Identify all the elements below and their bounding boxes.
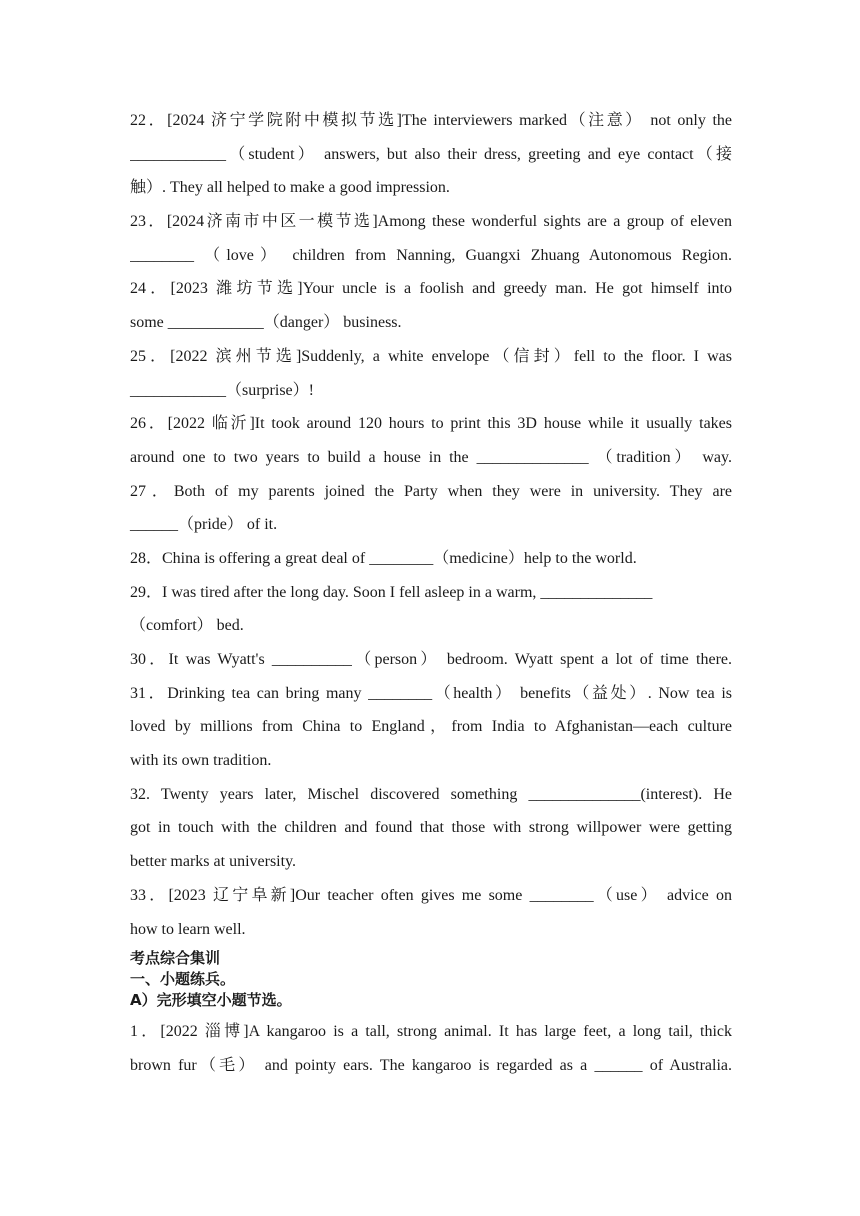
document-page [130,104,732,1083]
text-line: brown fur（毛） and pointy ears. The kangaroo is regarded as a ______ of Australia. [130,1056,732,1074]
text-line: 27．Both of my parents joined the Party when they were in university. They are [130,482,732,500]
text-line: with its own tradition. [130,752,272,770]
text-line: 31．Drinking tea can bring many ________（health） benefits（益处）. Now tea is [130,684,732,702]
text-line: ________ （love） children from Nanning, Guangxi Zhuang Autonomous Region. [130,246,732,264]
text-line: got in touch with the children and found that those with strong willpower were getting [130,819,732,837]
text-line: 触）. They all helped to make a good impression. [130,179,450,197]
text-line: 33．[2023 辽宁阜新]Our teacher often gives me some ________（use） advice on [130,886,732,904]
text-line: 26．[2022 临沂]It took around 120 hours to print this 3D house while it usually takes [130,415,732,433]
text-line: 23．[2024济南市中区一模节选]Among these wonderful sights are a group of eleven [130,213,732,231]
text-line: 22．[2024 济宁学院附中模拟节选]The interviewers marked（注意） not only the [130,112,732,129]
text-line: 28．China is offering a great deal of ________（medicine）help to the world. [130,549,637,567]
part-title: 一、小题练兵。 [130,970,236,989]
text-line: loved by millions from China to England，from India to Afghanistan—each culture [130,718,732,736]
text-line: 30．It was Wyatt's __________（person） bedroom. Wyatt spent a lot of time there. [130,651,732,668]
text-line: ______（pride） of it. [130,516,278,534]
text-line: how to learn well. [130,920,246,938]
text-line: 1．[2022 淄博]A kangaroo is a tall, strong animal. It has large feet, a long tail, thick [130,1023,732,1041]
section-title: 考点综合集训 [130,949,221,968]
text-line: ____________（student） answers, but also their dress, greeting and eye contact（接 [130,145,732,163]
text-line: 25．[2022 滨州节选]Suddenly, a white envelope（信封）fell to the floor. I was [130,347,732,365]
text-line: some ____________（danger） business. [130,314,402,332]
text-line: ____________（surprise）! [130,381,314,399]
text-line: better marks at university. [130,853,297,871]
sub-title: A）完形填空小题节选。 [130,991,292,1010]
text-line: around one to two years to build a house in the ______________ （tradition） way. [130,448,732,466]
text-line: 32. Twenty years later, Mischel discovered something ______________(interest). He [130,785,732,803]
text-line: （comfort） bed. [130,617,244,635]
text-line: 29．I was tired after the long day. Soon I fell asleep in a warm, ______________ [130,583,653,601]
text-line: 24．[2023 潍坊节选]Your uncle is a foolish and greedy man. He got himself into [130,280,732,298]
